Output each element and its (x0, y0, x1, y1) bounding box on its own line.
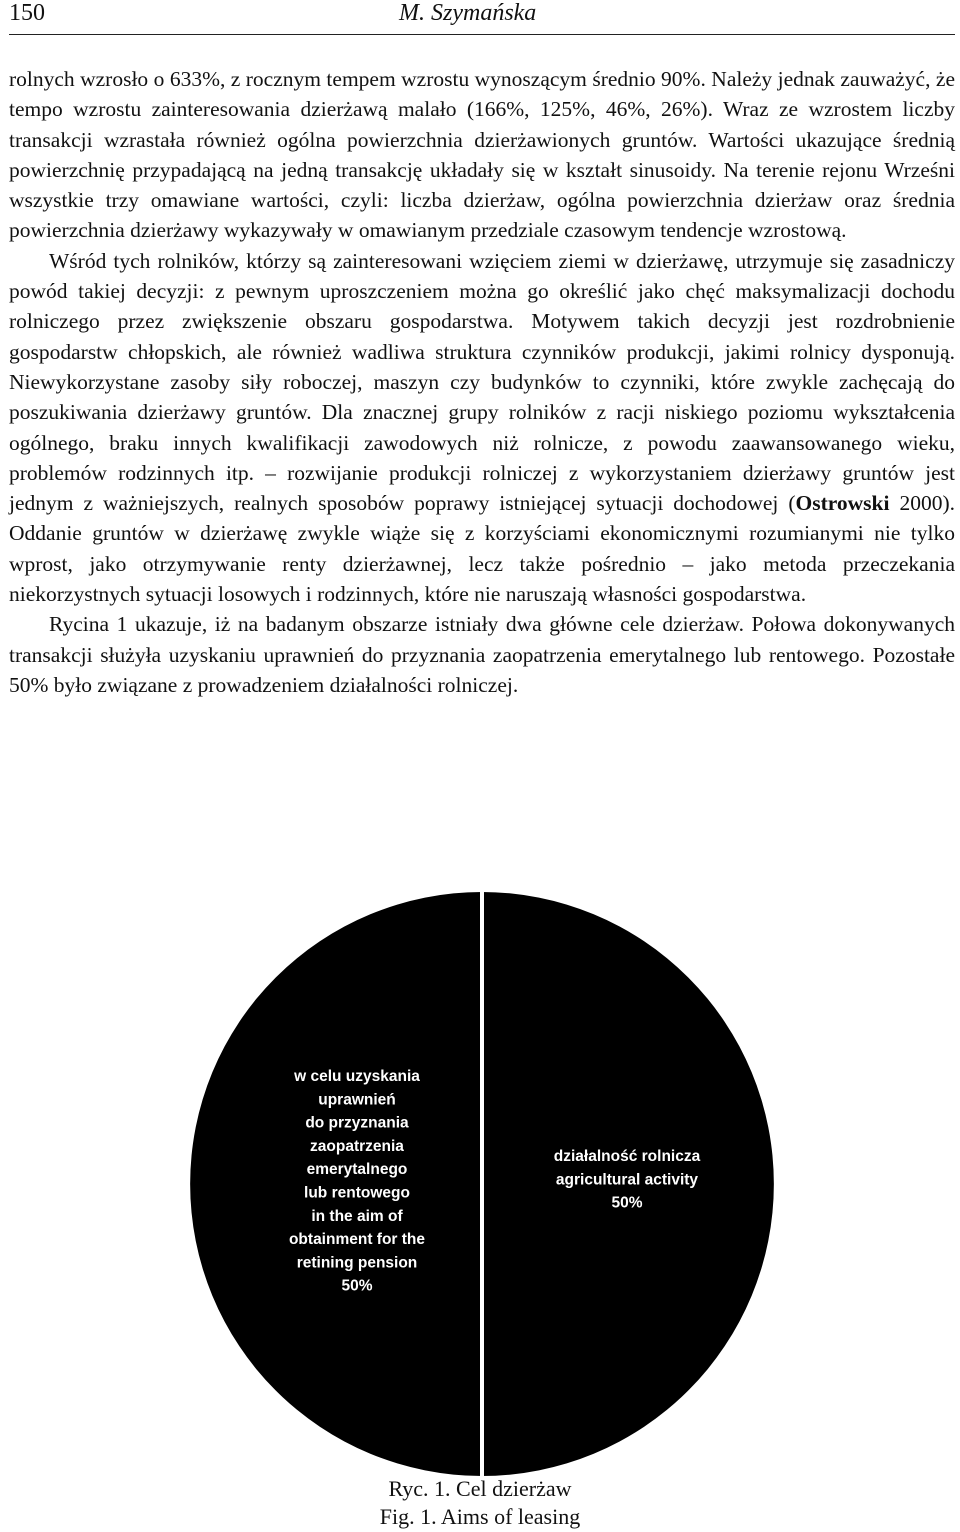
figure-caption-pl: Ryc. 1. Cel dzierżaw (388, 1476, 572, 1501)
slice-label-line: zaopatrzenia (310, 1137, 404, 1155)
slice-label-line: emerytalnego (306, 1161, 408, 1179)
slice-label-line: lub rentowego (304, 1184, 410, 1202)
cited-author: Ostrowski (795, 491, 890, 516)
slice-label-line: w celu uzyskania (294, 1068, 420, 1085)
paragraph-text: Wśród tych rolników, którzy są zainteresowani wzięciem ziemi w dzierżawę, utrzymuje się zasadniczy powód takiej decyzji: z pewnym uproszczeniem można go określić jako chęć maksymalizacji dochodu rolniczego przez zwiększenie obszaru gospodarstwa. Motywem takich decyzji jest rozdrobnienie gospodarstw chłopskich, ale również wadliwa struktura czynników produkcji, jakimi rolnicy dysponują. Niewykorzystane zasoby siły roboczej, maszyn czy budynków to czynniki, które zwykle zachęcają do poszukiwania dzierżawy gruntów. Dla znacznej grupy rolników z racji niskiego poziomu wykształcenia ogólnego, braku innych kwalifikacji zawodowych niż rolnicze, z powodu zaawansowanego wieku, problemów rodzinnych itp. – rozwijanie produkcji rolniczej z wykorzystaniem dzierżawy gruntów jest jednym z ważniejszych, realnych sposobów poprawy istniejącej sytuacji dochodowej ( (9, 248, 955, 516)
slice-label-line: 50% (341, 1277, 373, 1295)
paragraph-text: 2000). Oddanie gruntów w dzierżawę zwykle wiąże się z korzyściami ekonomicznymi rozumianymi nie tylko wprost, jako otrzymywanie renty dzierżawnej, lecz także pośrednio – jako metoda przeczekania niekorzystnych sytuacji losowych i rodzinnych, które nie naruszają własności gospodarstwa. (9, 491, 955, 607)
slice-label-line: obtainment for the (288, 1231, 426, 1249)
page-number: 150 (9, 0, 45, 26)
slice-label-line: agricultural activity (555, 1171, 699, 1189)
running-head-author: M. Szymańska (399, 0, 537, 26)
paragraph-text: Rycina 1 ukazuje, iż na badanym obszarze istniały dwa główne cele dzierżaw. Połowa dokonywanych transakcji służyła uzyskaniu uprawnień do przyznania zaopatrzenia emerytalnego lub rentowego. Pozostałe 50% było związane z prowadzeniem działalności rolniczej. (9, 612, 955, 697)
paragraph-text: rolnych wzrosło o 633%, z rocznym tempem wzrostu wynoszącym średnio 90%. Należy jednak zauważyć, że tempo wzrostu zainteresowania dzierżawą malało (166%, 125%, 46%, 26%). Wraz ze wzrostem liczby transakcji wzrastała również ogólna powierzchnia dzierżawionych gruntów. Wartości ukazujące średnią powierzchnię przypadającą na jedną transakcję układały się w kształt sinusoidy. Na terenie rejonu Wrześni wszystkie trzy omawiane wartości, czyli: liczba dzierżaw, ogólna powierzchnia dzierżaw oraz średnia powierzchnia dzierżawy wykazywały w omawianym przedziale czasowym tendencje wzrostową. (9, 67, 955, 243)
figure-caption-en: Fig. 1. Aims of leasing (379, 1504, 581, 1529)
slice-label-line: uprawnień (318, 1091, 396, 1109)
slice-label-line: 50% (611, 1194, 643, 1212)
slice-label-line: retining pension (296, 1254, 418, 1272)
slice-label-line: in the aim of (311, 1207, 403, 1225)
slice-label-line: do przyznania (305, 1114, 409, 1132)
slice-label-line: działalność rolnicza (553, 1148, 701, 1165)
